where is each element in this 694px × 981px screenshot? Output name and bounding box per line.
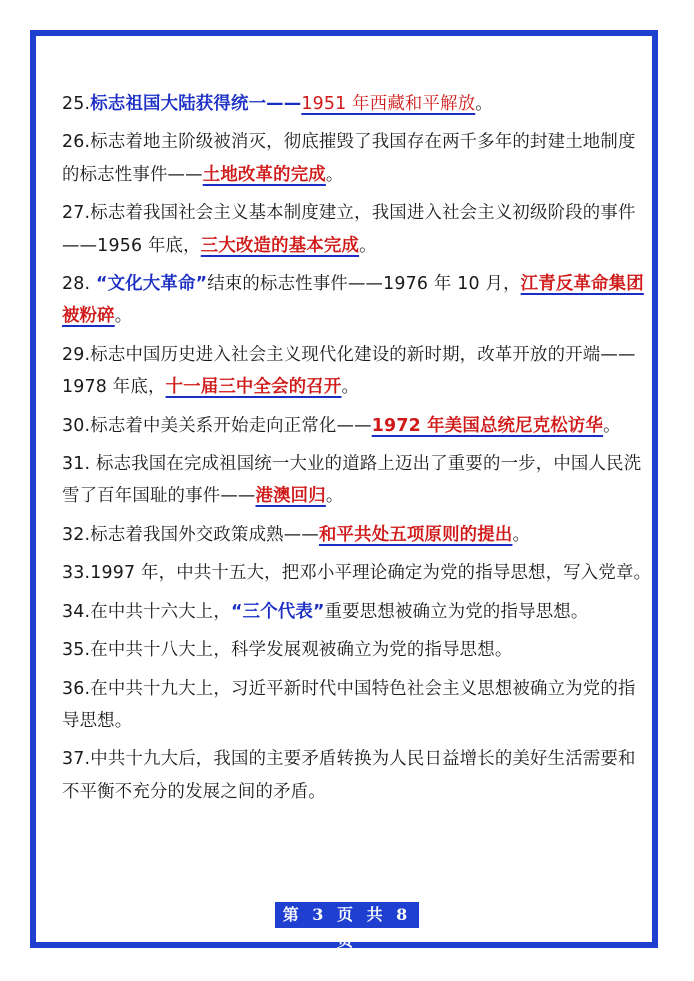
item-32: 32.标志着我国外交政策成熟——和平共处五项原则的提出。 <box>62 524 531 545</box>
item-31: 31. 标志我国在完成祖国统一大业的道路上迈出了重要的一步，中国人民洗雪了百年国耻的事件——港澳回归。 <box>62 454 642 507</box>
item-28: 28. “文化大革命”结束的标志性事件——1976 年 10 月，江青反革命集团被粉碎。 <box>62 274 644 327</box>
item-27: 27.标志着我国社会主义基本制度建立，我国进入社会主义初级阶段的事件——1956 年底，三大改造的基本完成。 <box>62 203 636 256</box>
document-body <box>62 88 652 814</box>
item-26: 26.标志着地主阶级被消灭，彻底摧毁了我国存在两千多年的封建土地制度的标志性事件——土地改革的完成。 <box>62 132 636 185</box>
page-indicator: 第 3 页 共 8 页 <box>275 902 419 928</box>
item-25: 25.标志祖国大陆获得统一——1951 年西藏和平解放。 <box>62 94 493 114</box>
item-30: 30.标志着中美关系开始走向正常化——1972 年美国总统尼克松访华。 <box>62 415 621 436</box>
item-29: 29.标志中国历史进入社会主义现代化建设的新时期，改革开放的开端——1978 年底，十一届三中全会的召开。 <box>62 344 636 398</box>
item-34: 34.在中共十六大上，“三个代表”重要思想被确立为党的指导思想。 <box>62 601 589 622</box>
item-37: 37.中共十九大后，我国的主要矛盾转换为人民日益增长的美好生活需要和不平衡不充分的发展之间的矛盾。 <box>62 749 636 802</box>
item-35: 35.在中共十八大上，科学发展观被确立为党的指导思想。 <box>62 640 513 661</box>
item-36: 36.在中共十九大上，习近平新时代中国特色社会主义思想被确立为党的指导思想。 <box>62 678 636 731</box>
item-33: 33.1997 年，中共十五大，把邓小平理论确定为党的指导思想，写入党章。 <box>62 563 652 584</box>
